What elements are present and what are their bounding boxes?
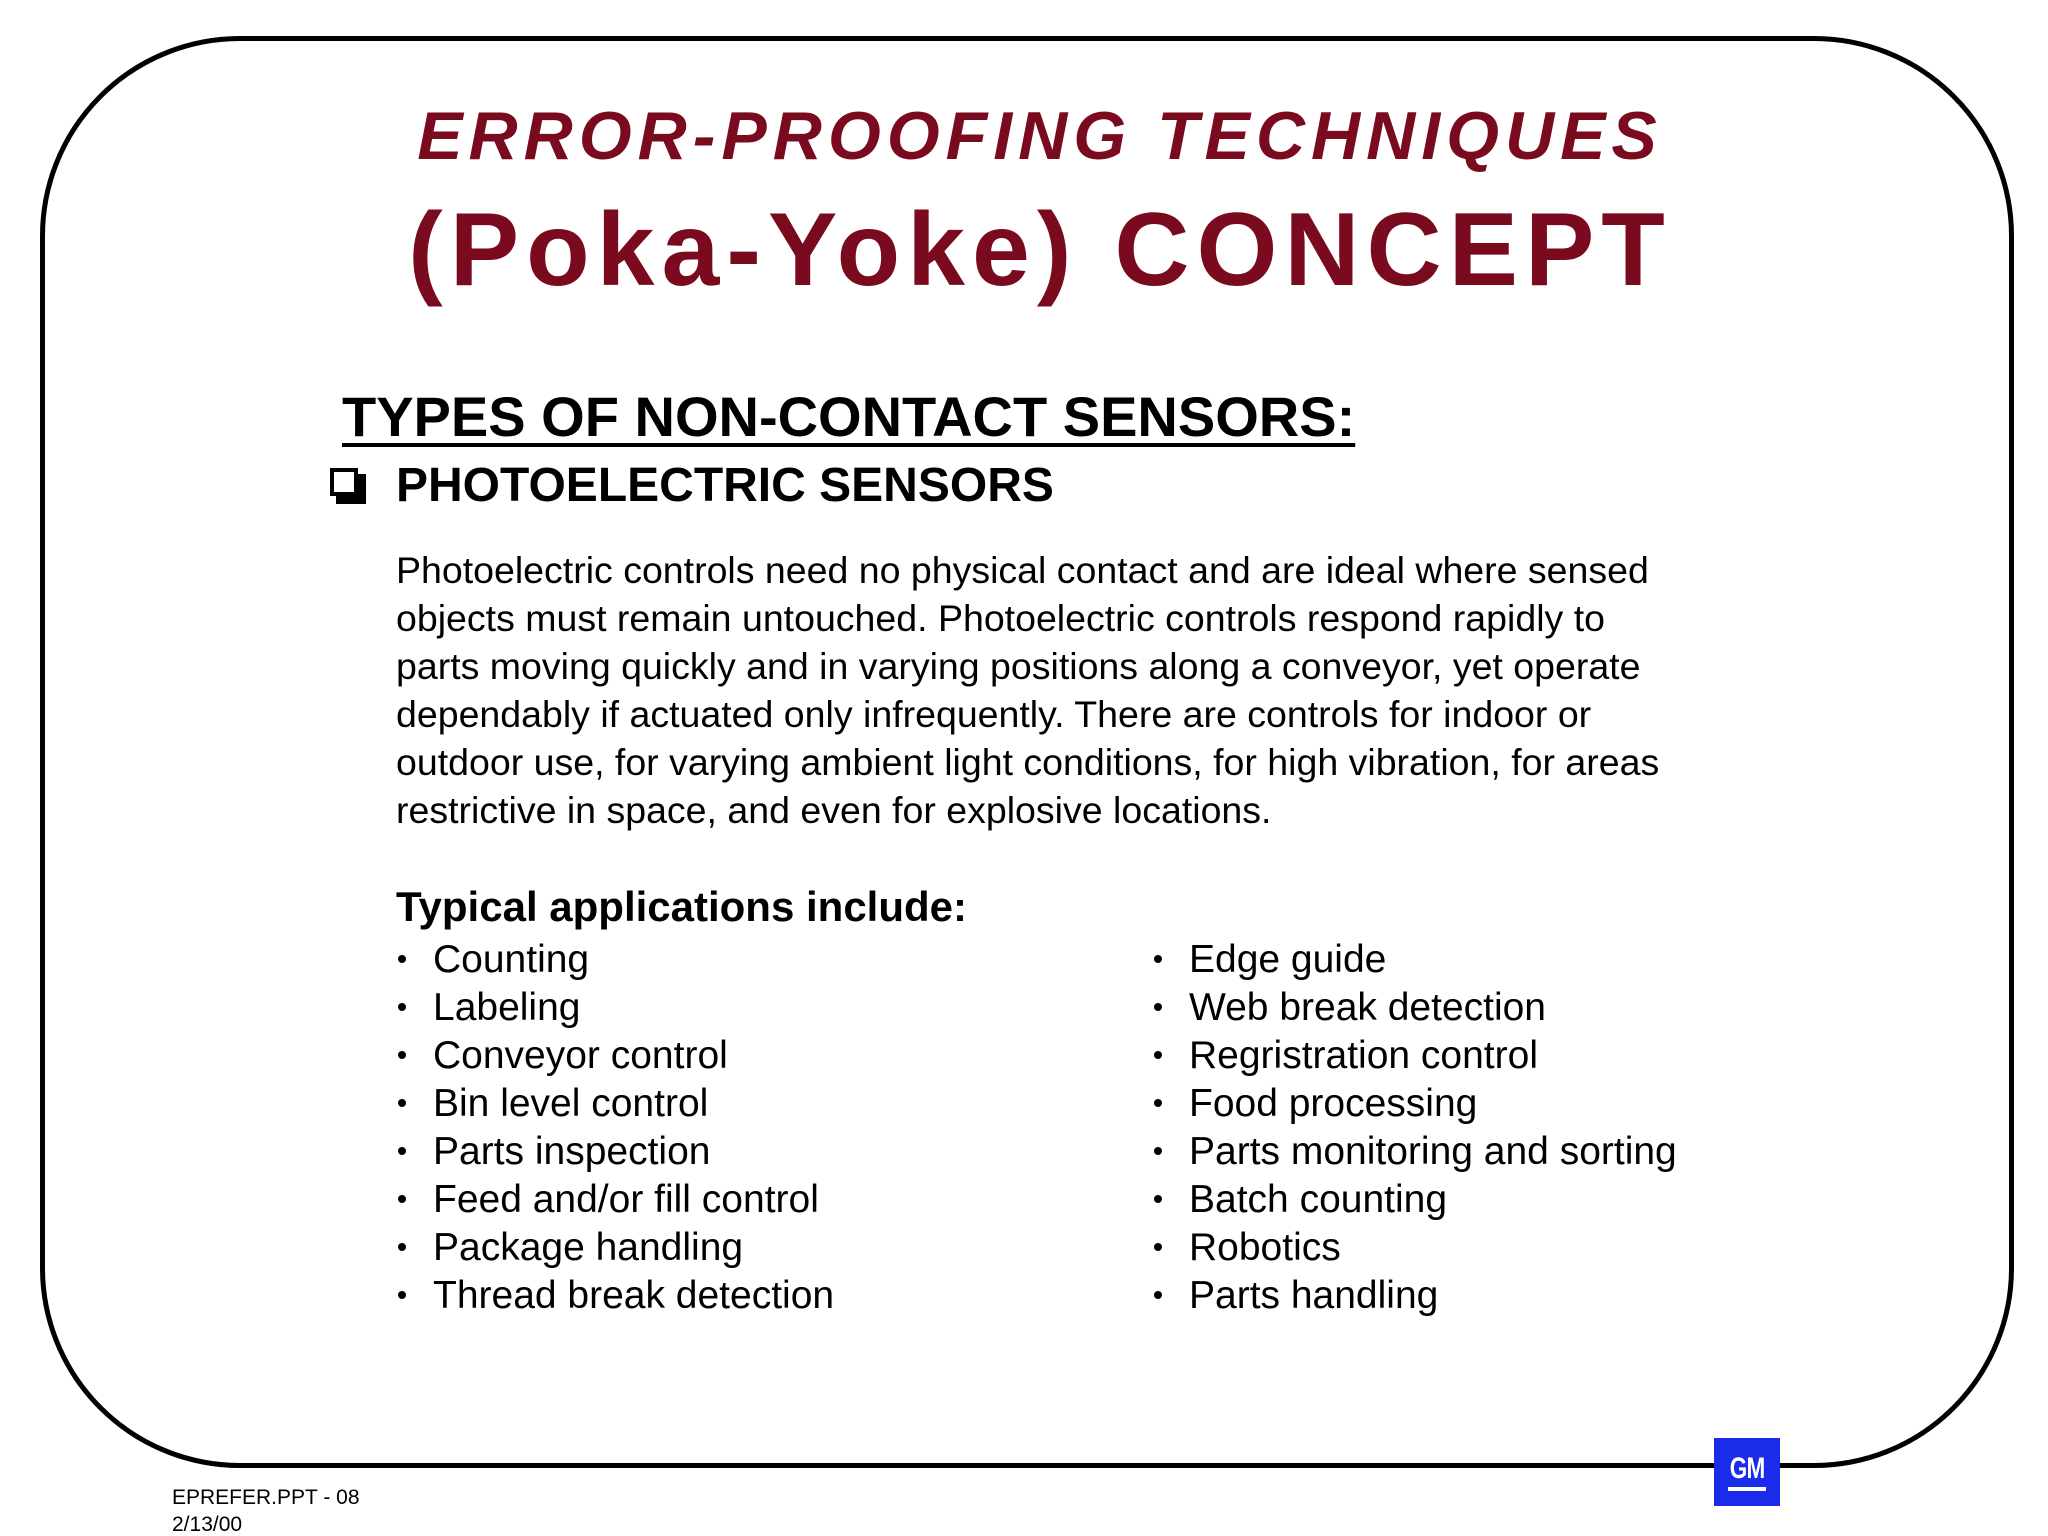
- bullet-icon: [1154, 1195, 1162, 1203]
- list-item-label: Parts inspection: [433, 1130, 711, 1173]
- description-paragraph: [396, 546, 1786, 834]
- list-item-label: Labeling: [433, 986, 581, 1029]
- bullet-icon: [398, 955, 406, 963]
- list-item: [1152, 984, 1677, 1032]
- paragraph-line: restrictive in space, and even for explosive locations.: [396, 789, 1272, 831]
- slide-title-line2: (Poka-Yoke) CONCEPT: [408, 192, 1672, 308]
- list-item: [396, 1272, 834, 1320]
- list-item-label: Conveyor control: [433, 1034, 728, 1077]
- bullet-icon: [1154, 1003, 1162, 1011]
- list-item-label: Web break detection: [1189, 986, 1546, 1029]
- paragraph-line: dependably if actuated only infrequently. There are controls for indoor or: [396, 693, 1592, 735]
- applications-list-left: [396, 936, 834, 1320]
- section-heading: TYPES OF NON-CONTACT SENSORS:: [342, 385, 1356, 448]
- list-item: [396, 1176, 834, 1224]
- footer-file-label: EPREFER.PPT - 08: [172, 1486, 360, 1509]
- paragraph-line: Photoelectric controls need no physical contact and are ideal where sensed: [396, 549, 1649, 591]
- list-item-label: Parts monitoring and sorting: [1189, 1130, 1677, 1173]
- list-item-label: Thread break detection: [433, 1274, 835, 1317]
- bullet-icon: [398, 1051, 406, 1059]
- list-item: [396, 1224, 834, 1272]
- list-item: [396, 936, 834, 984]
- list-item: [396, 1080, 834, 1128]
- gm-logo: [1714, 1438, 1780, 1506]
- bullet-icon: [398, 1291, 406, 1299]
- bullet-icon: [398, 1195, 406, 1203]
- list-item-label: Robotics: [1189, 1226, 1341, 1269]
- gm-logo-underline: [1728, 1487, 1766, 1491]
- paragraph-line: outdoor use, for varying ambient light conditions, for high vibration, for areas: [396, 741, 1660, 783]
- list-item-label: Counting: [433, 938, 590, 981]
- bullet-icon: [398, 1147, 406, 1155]
- list-item: [1152, 1128, 1677, 1176]
- list-item: [396, 1128, 834, 1176]
- bullet-icon: [398, 1003, 406, 1011]
- bullet-icon: [398, 1243, 406, 1251]
- list-item-label: Bin level control: [433, 1082, 709, 1125]
- list-item: [1152, 936, 1677, 984]
- list-item: [1152, 1272, 1677, 1320]
- list-item: [396, 984, 834, 1032]
- footer-date: 2/13/00: [172, 1513, 243, 1536]
- gm-logo-text: GM: [1729, 1451, 1765, 1485]
- paragraph-line: parts moving quickly and in varying positions along a conveyor, yet operate: [396, 645, 1641, 687]
- checkbox-bullet-icon: [330, 468, 366, 504]
- list-item: [1152, 1224, 1677, 1272]
- list-item-label: Package handling: [433, 1226, 744, 1269]
- slide-footer: [172, 1484, 360, 1536]
- list-item-label: Parts handling: [1189, 1274, 1439, 1317]
- list-item-label: Edge guide: [1189, 938, 1387, 981]
- sub-heading-text: PHOTOELECTRIC SENSORS: [396, 459, 1054, 512]
- bullet-icon: [1154, 1147, 1162, 1155]
- slide-title-line1: ERROR-PROOFING TECHNIQUES: [417, 98, 1663, 174]
- bullet-icon: [398, 1099, 406, 1107]
- list-item: [1152, 1032, 1677, 1080]
- bullet-icon: [1154, 1099, 1162, 1107]
- list-item: [1152, 1080, 1677, 1128]
- applications-list-right: [1152, 936, 1677, 1320]
- list-item: [396, 1032, 834, 1080]
- paragraph-line: objects must remain untouched. Photoelectric controls respond rapidly to: [396, 597, 1605, 639]
- bullet-icon: [1154, 955, 1162, 963]
- sub-heading: [330, 460, 1054, 513]
- list-item-label: Regristration control: [1189, 1034, 1538, 1077]
- applications-heading: Typical applications include:: [396, 883, 967, 930]
- bullet-icon: [1154, 1051, 1162, 1059]
- list-item: [1152, 1176, 1677, 1224]
- list-item-label: Food processing: [1189, 1082, 1478, 1125]
- list-item-label: Feed and/or fill control: [433, 1178, 819, 1221]
- list-item-label: Batch counting: [1189, 1178, 1448, 1221]
- bullet-icon: [1154, 1243, 1162, 1251]
- bullet-icon: [1154, 1291, 1162, 1299]
